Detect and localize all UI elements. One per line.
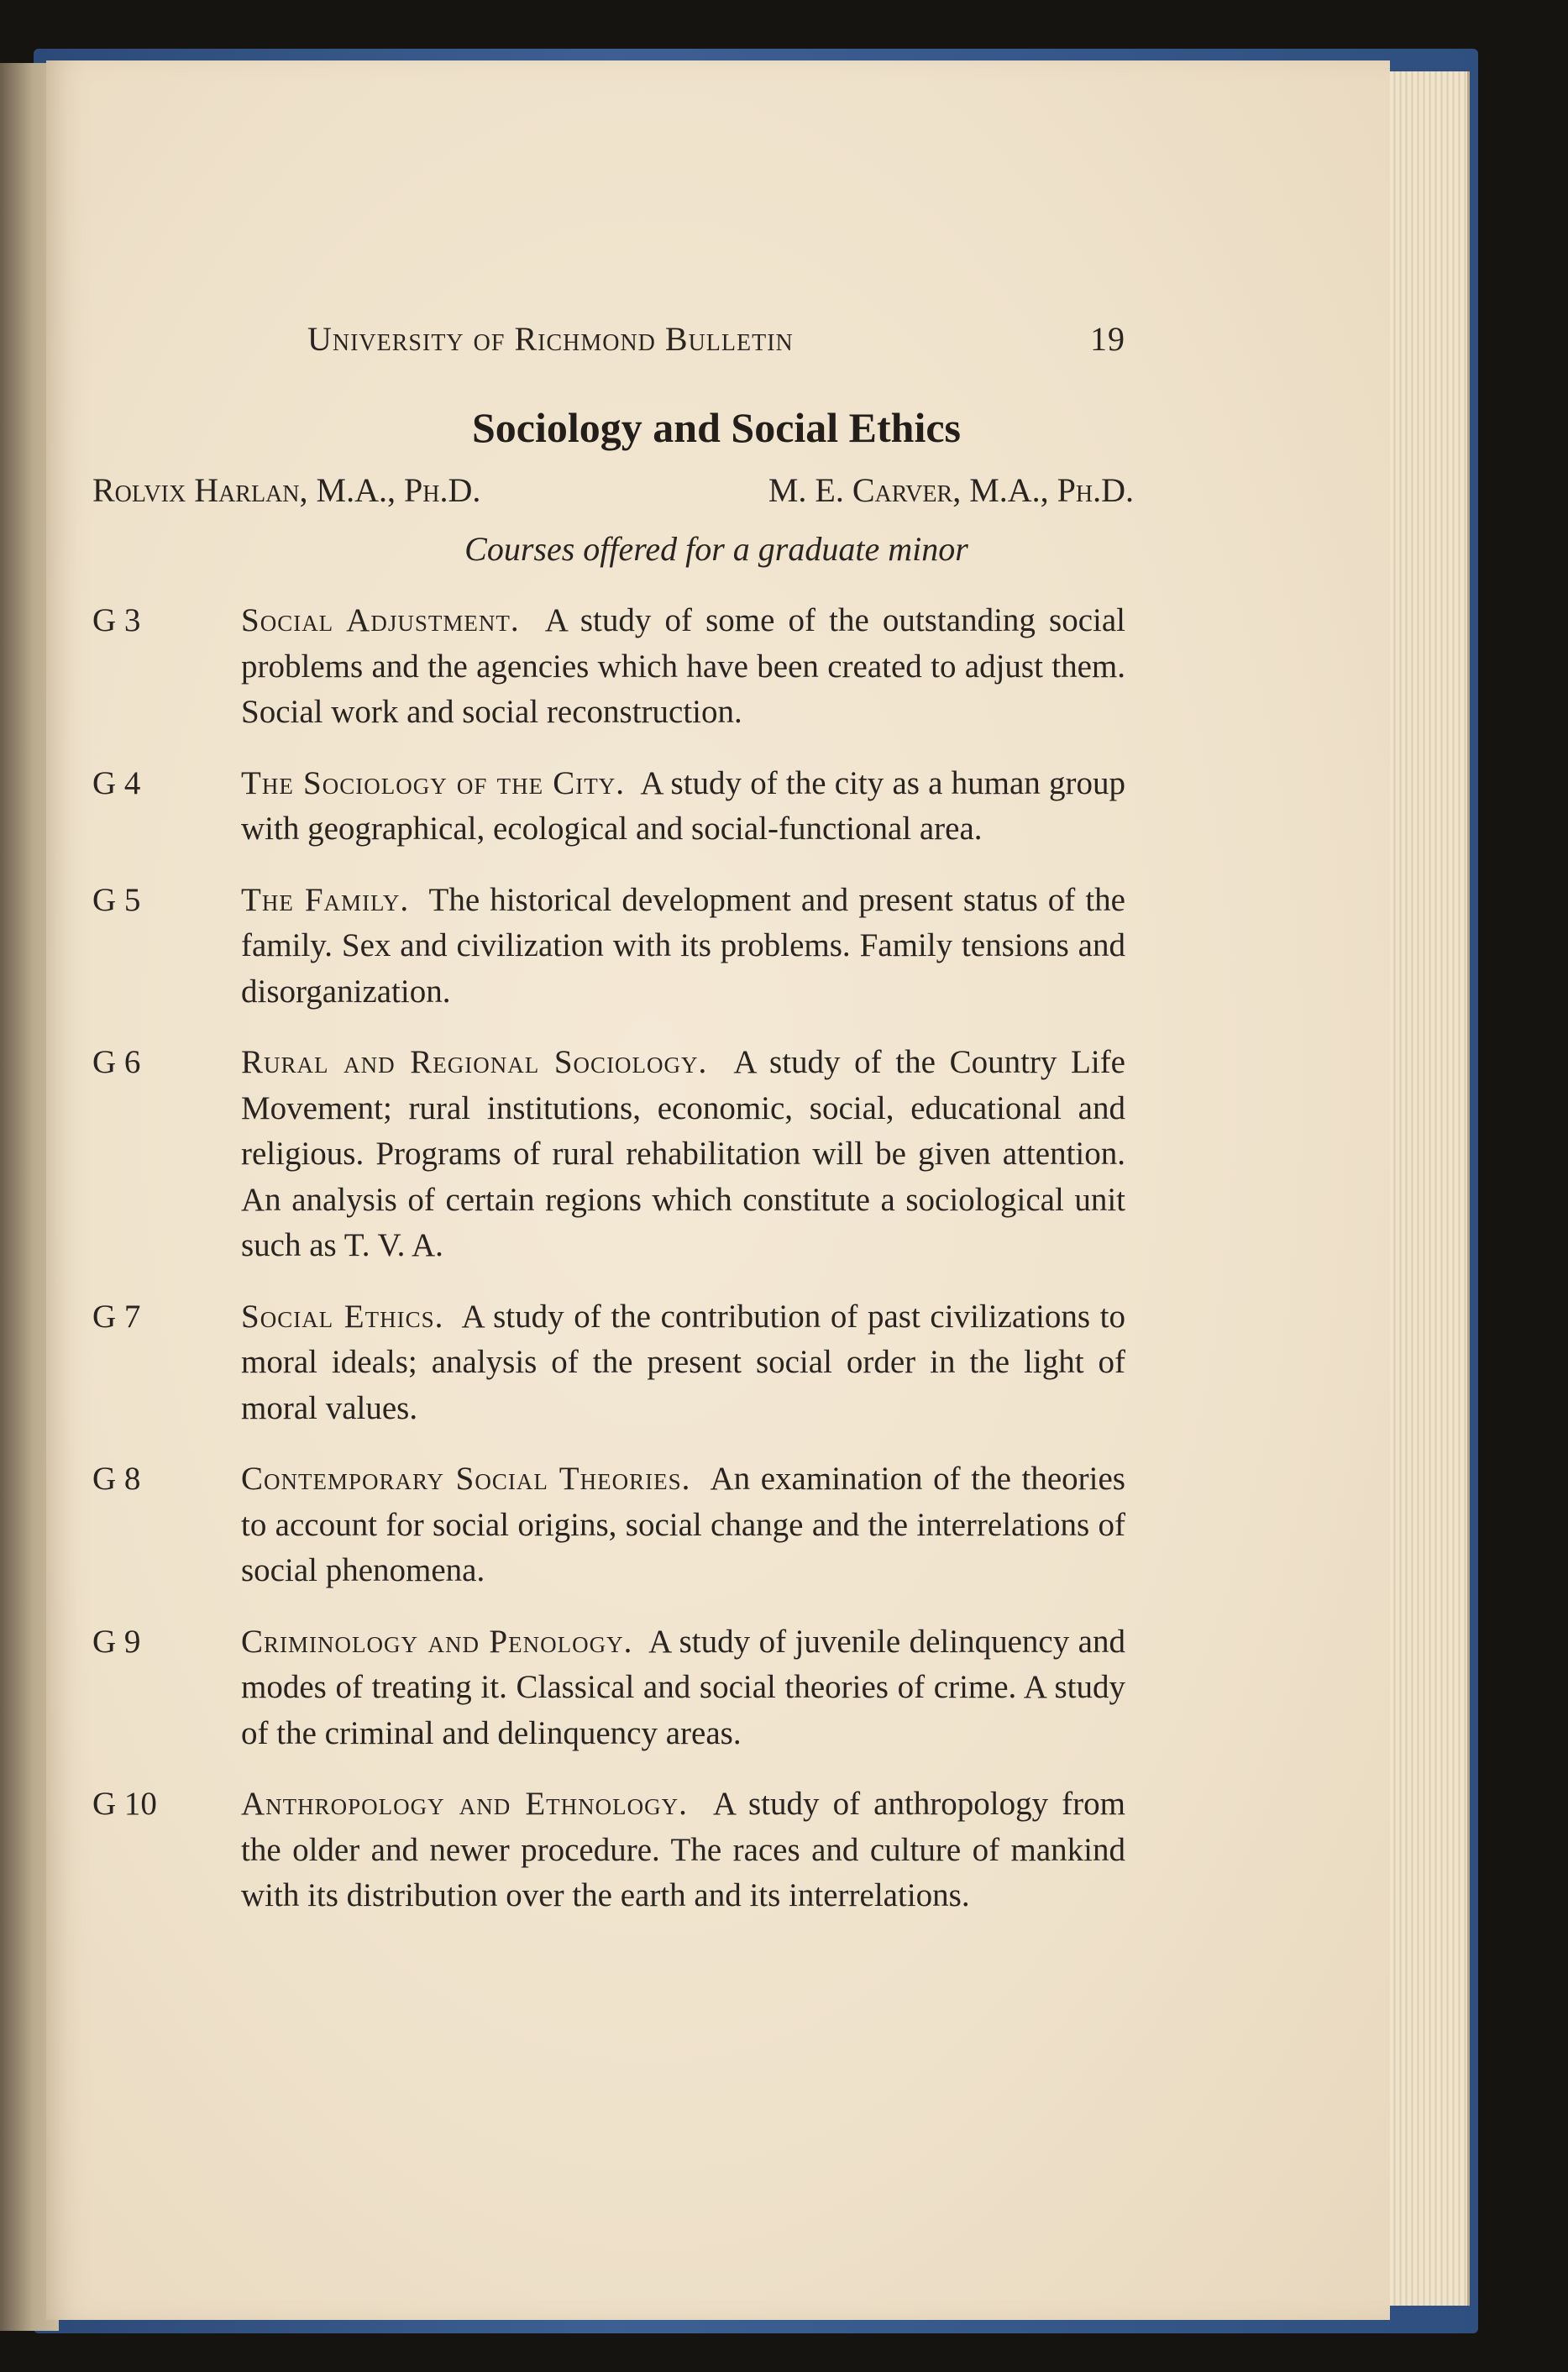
course-entry [92,761,1125,853]
course-name: Social Adjustment. [241,602,520,638]
course-name: Anthropology and Ethnology. [241,1786,688,1822]
course-description: A study of the contribution of past civilizations to moral ideals; analysis of the present social order in the light of moral values. [241,1298,1125,1426]
course-code: G 3 [92,602,141,638]
course-description: A study of the city as a human group with geographical, ecological and social-functional area. [241,764,1125,847]
course-name: Criminology and Penology. [241,1623,633,1660]
page-edges [1390,71,1470,2306]
running-title: University of Richmond Bulletin [307,320,794,358]
course-entry [92,1040,1125,1269]
course-name: Contemporary Social Theories. [241,1461,691,1497]
course-entry [92,878,1125,1015]
course-code: G 10 [92,1786,157,1822]
course-description: The historical development and present status of the family. Sex and civilization with its problems. Family tensions and disorganization. [241,881,1125,1010]
course-entry [92,1619,1125,1757]
faculty-member: M. E. Carver, M.A., Ph.D. [768,471,1134,509]
course-code: G 7 [92,1298,141,1335]
faculty-line [92,470,1134,521]
course-name: Social Ethics. [241,1298,444,1335]
course-list [92,598,1125,1944]
course-entry [92,1294,1125,1432]
courses-subtitle: Courses offered for a graduate minor [464,530,968,568]
course-description: A study of anthropology from the older and newer procedure. The races and culture of mankind with its distribution over the earth and its interrelations. [241,1786,1125,1913]
course-description: A study of the Country Life Movement; rural institutions, economic, social, educational and religious. Programs of rural rehabilitation will be given attention. An analysis of certain regions which constitute a sociological unit such as T. V. A. [241,1044,1125,1263]
section-title: Sociology and Social Ethics [471,404,962,451]
course-name: The Sociology of the City. [241,764,626,801]
course-description: An examination of the theories to account for social origins, social change and the interrelations of social phenomena. [241,1461,1125,1588]
course-name: Rural and Regional Sociology. [241,1044,708,1080]
course-code: G 5 [92,881,141,918]
course-code: G 6 [92,1044,141,1080]
running-header [307,319,1125,370]
course-code: G 9 [92,1623,141,1660]
course-entry [92,598,1125,736]
course-description: A study of some of the outstanding social problems and the agencies which have been created to adjust them. Social work and social reconstruction. [241,602,1125,730]
course-code: G 4 [92,764,141,801]
course-entry [92,1456,1125,1594]
page-number: 19 [1090,320,1125,358]
faculty-member: Rolvix Harlan, M.A., Ph.D. [92,471,481,509]
course-code: G 8 [92,1461,141,1497]
course-description: A study of juvenile delinquency and modes of treating it. Classical and social theories of crime. A study of the criminal and delinquency areas. [241,1623,1125,1751]
course-entry [92,1782,1125,1919]
course-name: The Family. [241,881,410,918]
